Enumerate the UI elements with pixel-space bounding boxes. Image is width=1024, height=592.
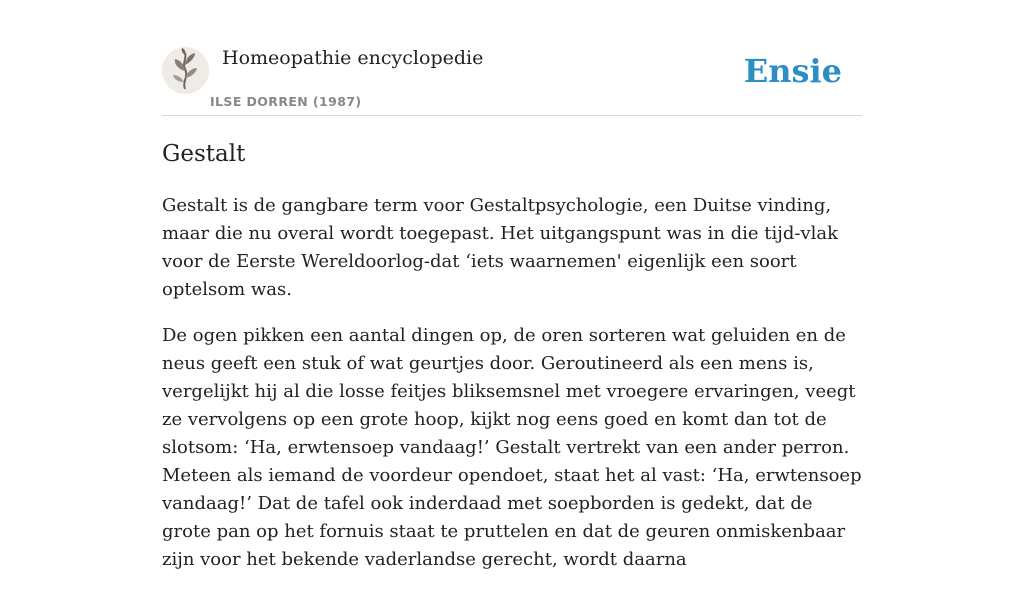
author-byline: ILSE DORREN (1987) [210, 94, 362, 109]
site-header [162, 44, 862, 116]
paragraph: De ogen pikken een aantal dingen op, de oren sorteren wat geluiden en de neus geeft een stuk of wat geurtjes door. Geroutineerd als een mens is, vergelijkt hij al die losse feitjes bliksemsnel met vroegere ervaringen, veegt ze vervolgens op een grote hoop, kijkt nog eens goed en komt dan tot de slotsom: ‘Ha, erwtensoep vandaag!’ Gestalt vertrekt van een ander perron. Meteen als iemand de voordeur opendoet, staat het al vast: ‘Ha, erwtensoep vandaag!’ Dat de tafel ook inderdaad met soepborden is gedekt, dat de grote pan op het fornuis staat te pruttelen en dat de geuren onmiskenbaar zijn voor het bekende vaderlandse gerecht, wordt daarna [162, 325, 862, 570]
book-title[interactable]: Homeopathie encyclopedie [222, 47, 484, 69]
paragraph: Gestalt is de gangbare term voor Gestaltpsychologie, een Duitse vinding, maar die nu overal wordt toegepast. Het uitgangspunt was in die tijd-vlak voor de Eerste Wereldoorlog-dat ‘iets waarnemen' eigenlijk een soort optelsom was. [162, 195, 839, 300]
brand-logo[interactable]: Ensie [743, 52, 842, 90]
article-title: Gestalt [162, 141, 246, 167]
article-body [162, 192, 862, 592]
herb-plant-icon[interactable] [162, 47, 209, 94]
